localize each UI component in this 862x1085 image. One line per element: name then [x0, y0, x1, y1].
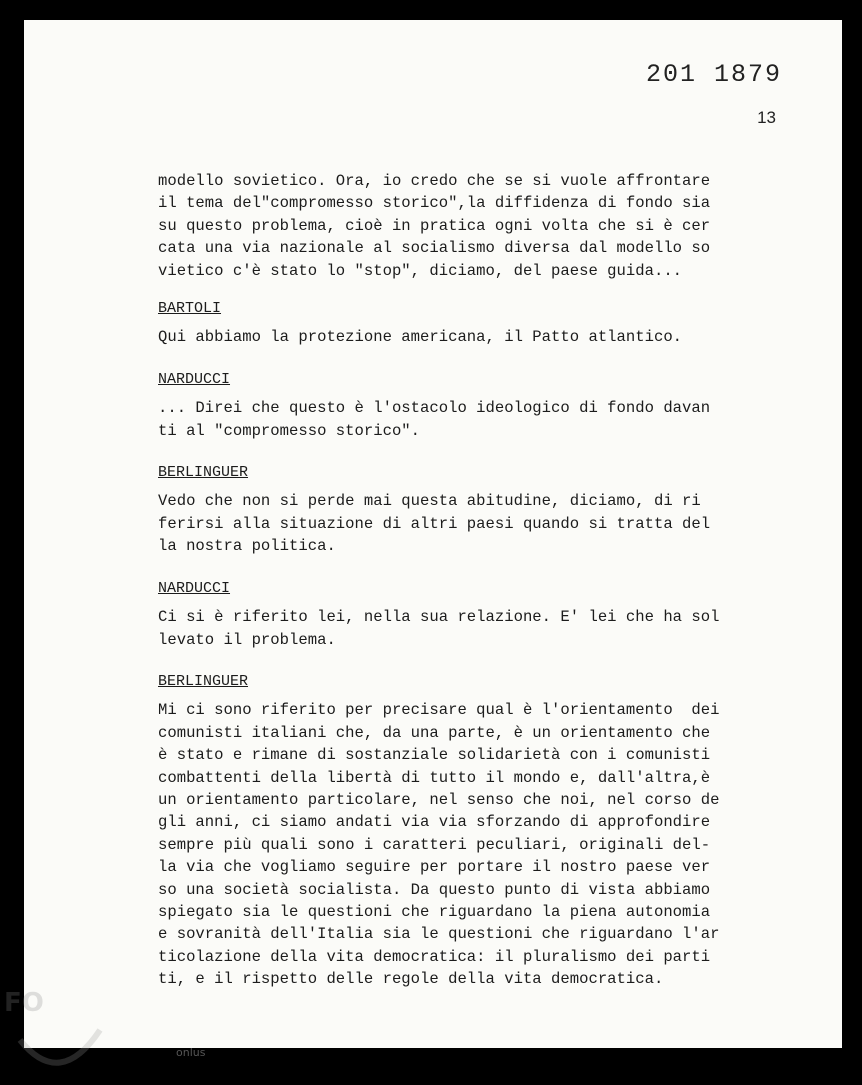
document-page [24, 20, 842, 1048]
opening-paragraph [158, 170, 798, 282]
transcript-body [158, 170, 798, 991]
watermark-text: FO [4, 988, 44, 1018]
text-line: gli anni, ci siamo andati via via sforzando di approfondire [158, 813, 711, 832]
text-line: sempre più quali sono i caratteri peculiari, originali del- [158, 835, 711, 854]
text-line: Mi ci sono riferito per precisare qual è l'orientamento dei [158, 701, 720, 720]
text-line: ti al "compromesso storico". [158, 421, 421, 440]
text-line: combattenti della libertà di tutto il mondo e, dall'altra,è [158, 768, 711, 787]
watermark-logo [0, 980, 110, 1080]
watermark-suffix: onlus [176, 1046, 206, 1059]
text-line: la via che vogliamo seguire per portare il nostro paese ver [158, 858, 711, 877]
text-line: e sovranità dell'Italia sia le questioni che riguardano l'ar [158, 925, 720, 944]
text-line: ferirsi alla situazione di altri paesi quando si tratta del [158, 514, 711, 533]
speaker-name: NARDUCCI [158, 370, 231, 388]
text-line: comunisti italiani che, da una parte, è un orientamento che [158, 723, 711, 742]
text-line: ti, e il rispetto delle regole della vita democratica. [158, 970, 664, 989]
text-line: modello sovietico. Ora, io credo che se si vuole affrontare [158, 172, 711, 190]
text-line: levato il problema. [158, 630, 336, 649]
text-line: Qui abbiamo la protezione americana, il Patto atlantico. [158, 328, 683, 347]
speaker-name: BERLINGUER [158, 672, 249, 690]
text-line: spiegato sia le questioni che riguardano la piena autonomia [158, 902, 711, 921]
text-line: su questo problema, cioè in pratica ogni volta che si è cer [158, 216, 711, 235]
text-line: un orientamento particolare, nel senso che noi, nel corso de [158, 790, 720, 809]
text-line: ... Direi che questo è l'ostacolo ideologico di fondo davan [158, 399, 711, 418]
text-line: vietico c'è stato lo "stop", diciamo, del paese guida... [158, 261, 683, 280]
speaker-name: NARDUCCI [158, 579, 231, 597]
exchange-bartoli [158, 298, 798, 349]
exchange-berlinguer-2 [158, 671, 798, 991]
exchange-berlinguer-1 [158, 462, 798, 558]
exchange-narducci-2 [158, 578, 798, 651]
exchange-narducci-1 [158, 369, 798, 442]
page-number: 13 [757, 108, 776, 127]
archive-number: 201 1879 [645, 60, 782, 89]
text-line: so una società socialista. Da questo punto di vista abbiamo [158, 880, 711, 899]
text-line: la nostra politica. [158, 537, 336, 556]
text-line: cata una via nazionale al socialismo diversa dal modello so [158, 239, 711, 258]
speaker-name: BARTOLI [158, 300, 222, 318]
text-line: ticolazione della vita democratica: il pluralismo dei parti [158, 947, 711, 966]
text-line: Vedo che non si perde mai questa abitudine, diciamo, di ri [158, 492, 701, 511]
text-line: è stato e rimane di sostanziale solidarietà con i comunisti [158, 746, 711, 765]
speaker-name: BERLINGUER [158, 464, 249, 482]
text-line: il tema del"compromesso storico",la diffidenza di fondo sia [158, 194, 711, 213]
text-line: Ci si è riferito lei, nella sua relazione. E' lei che ha sol [158, 608, 720, 627]
